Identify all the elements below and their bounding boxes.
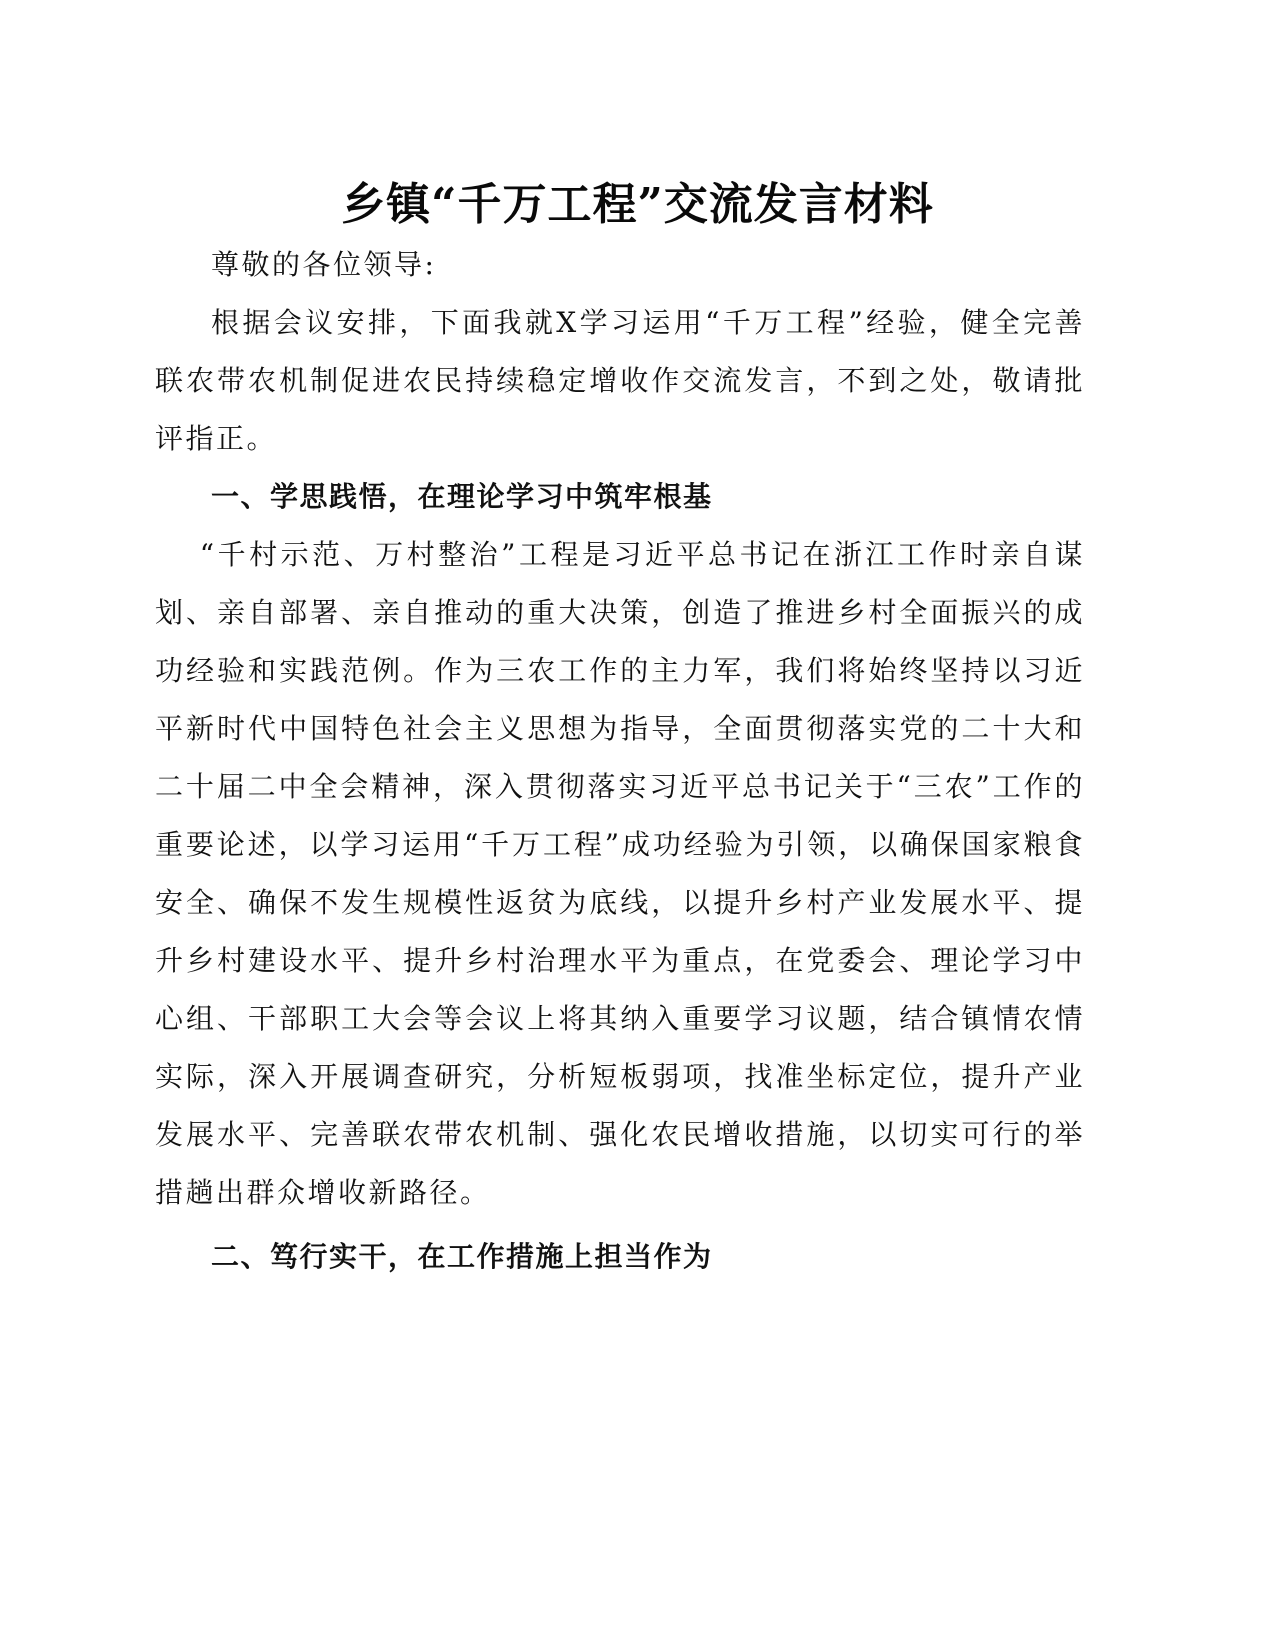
section-1-heading: 一、学思践悟，在理论学习中筑牢根基 <box>211 480 713 513</box>
document-body <box>155 236 1085 1286</box>
section-2-heading: 二、笃行实干，在工作措施上担当作为 <box>211 1240 713 1273</box>
section-1-paragraph: “千村示范、万村整治”工程是习近平总书记在浙江工作时亲自谋划、亲自部署、亲自推动的重大决策，创造了推进乡村全面振兴的成功经验和实践范例。作为三农工作的主力军，我们将始终坚持以习近平新时代中国特色社会主义思想为指导，全面贯彻落实党的二十大和二十届二中全会精神，深入贯彻落实习近平总书记关于“三农”工作的重要论述，以学习运用“千万工程”成功经验为引领，以确保国家粮食安全、确保不发生规模性返贫为底线，以提升乡村产业发展水平、提升乡村建设水平、提升乡村治理水平为重点，在党委会、理论学习中心组、干部职工大会等会议上将其纳入重要学习议题，结合镇情农情实际，深入开展调查研究，分析短板弱项，找准坐标定位，提升产业发展水平、完善联农带农机制、强化农民增收措施，以切实可行的举措趟出群众增收新路径。 <box>155 538 1085 1209</box>
salutation: 尊敬的各位领导: <box>211 248 437 281</box>
intro-paragraph: 根据会议安排，下面我就X学习运用“千万工程”经验，健全完善联农带农机制促进农民持续稳定增收作交流发言，不到之处，敬请批评指正。 <box>155 306 1085 455</box>
document-title: 乡镇“千万工程”交流发言材料 <box>341 179 934 230</box>
